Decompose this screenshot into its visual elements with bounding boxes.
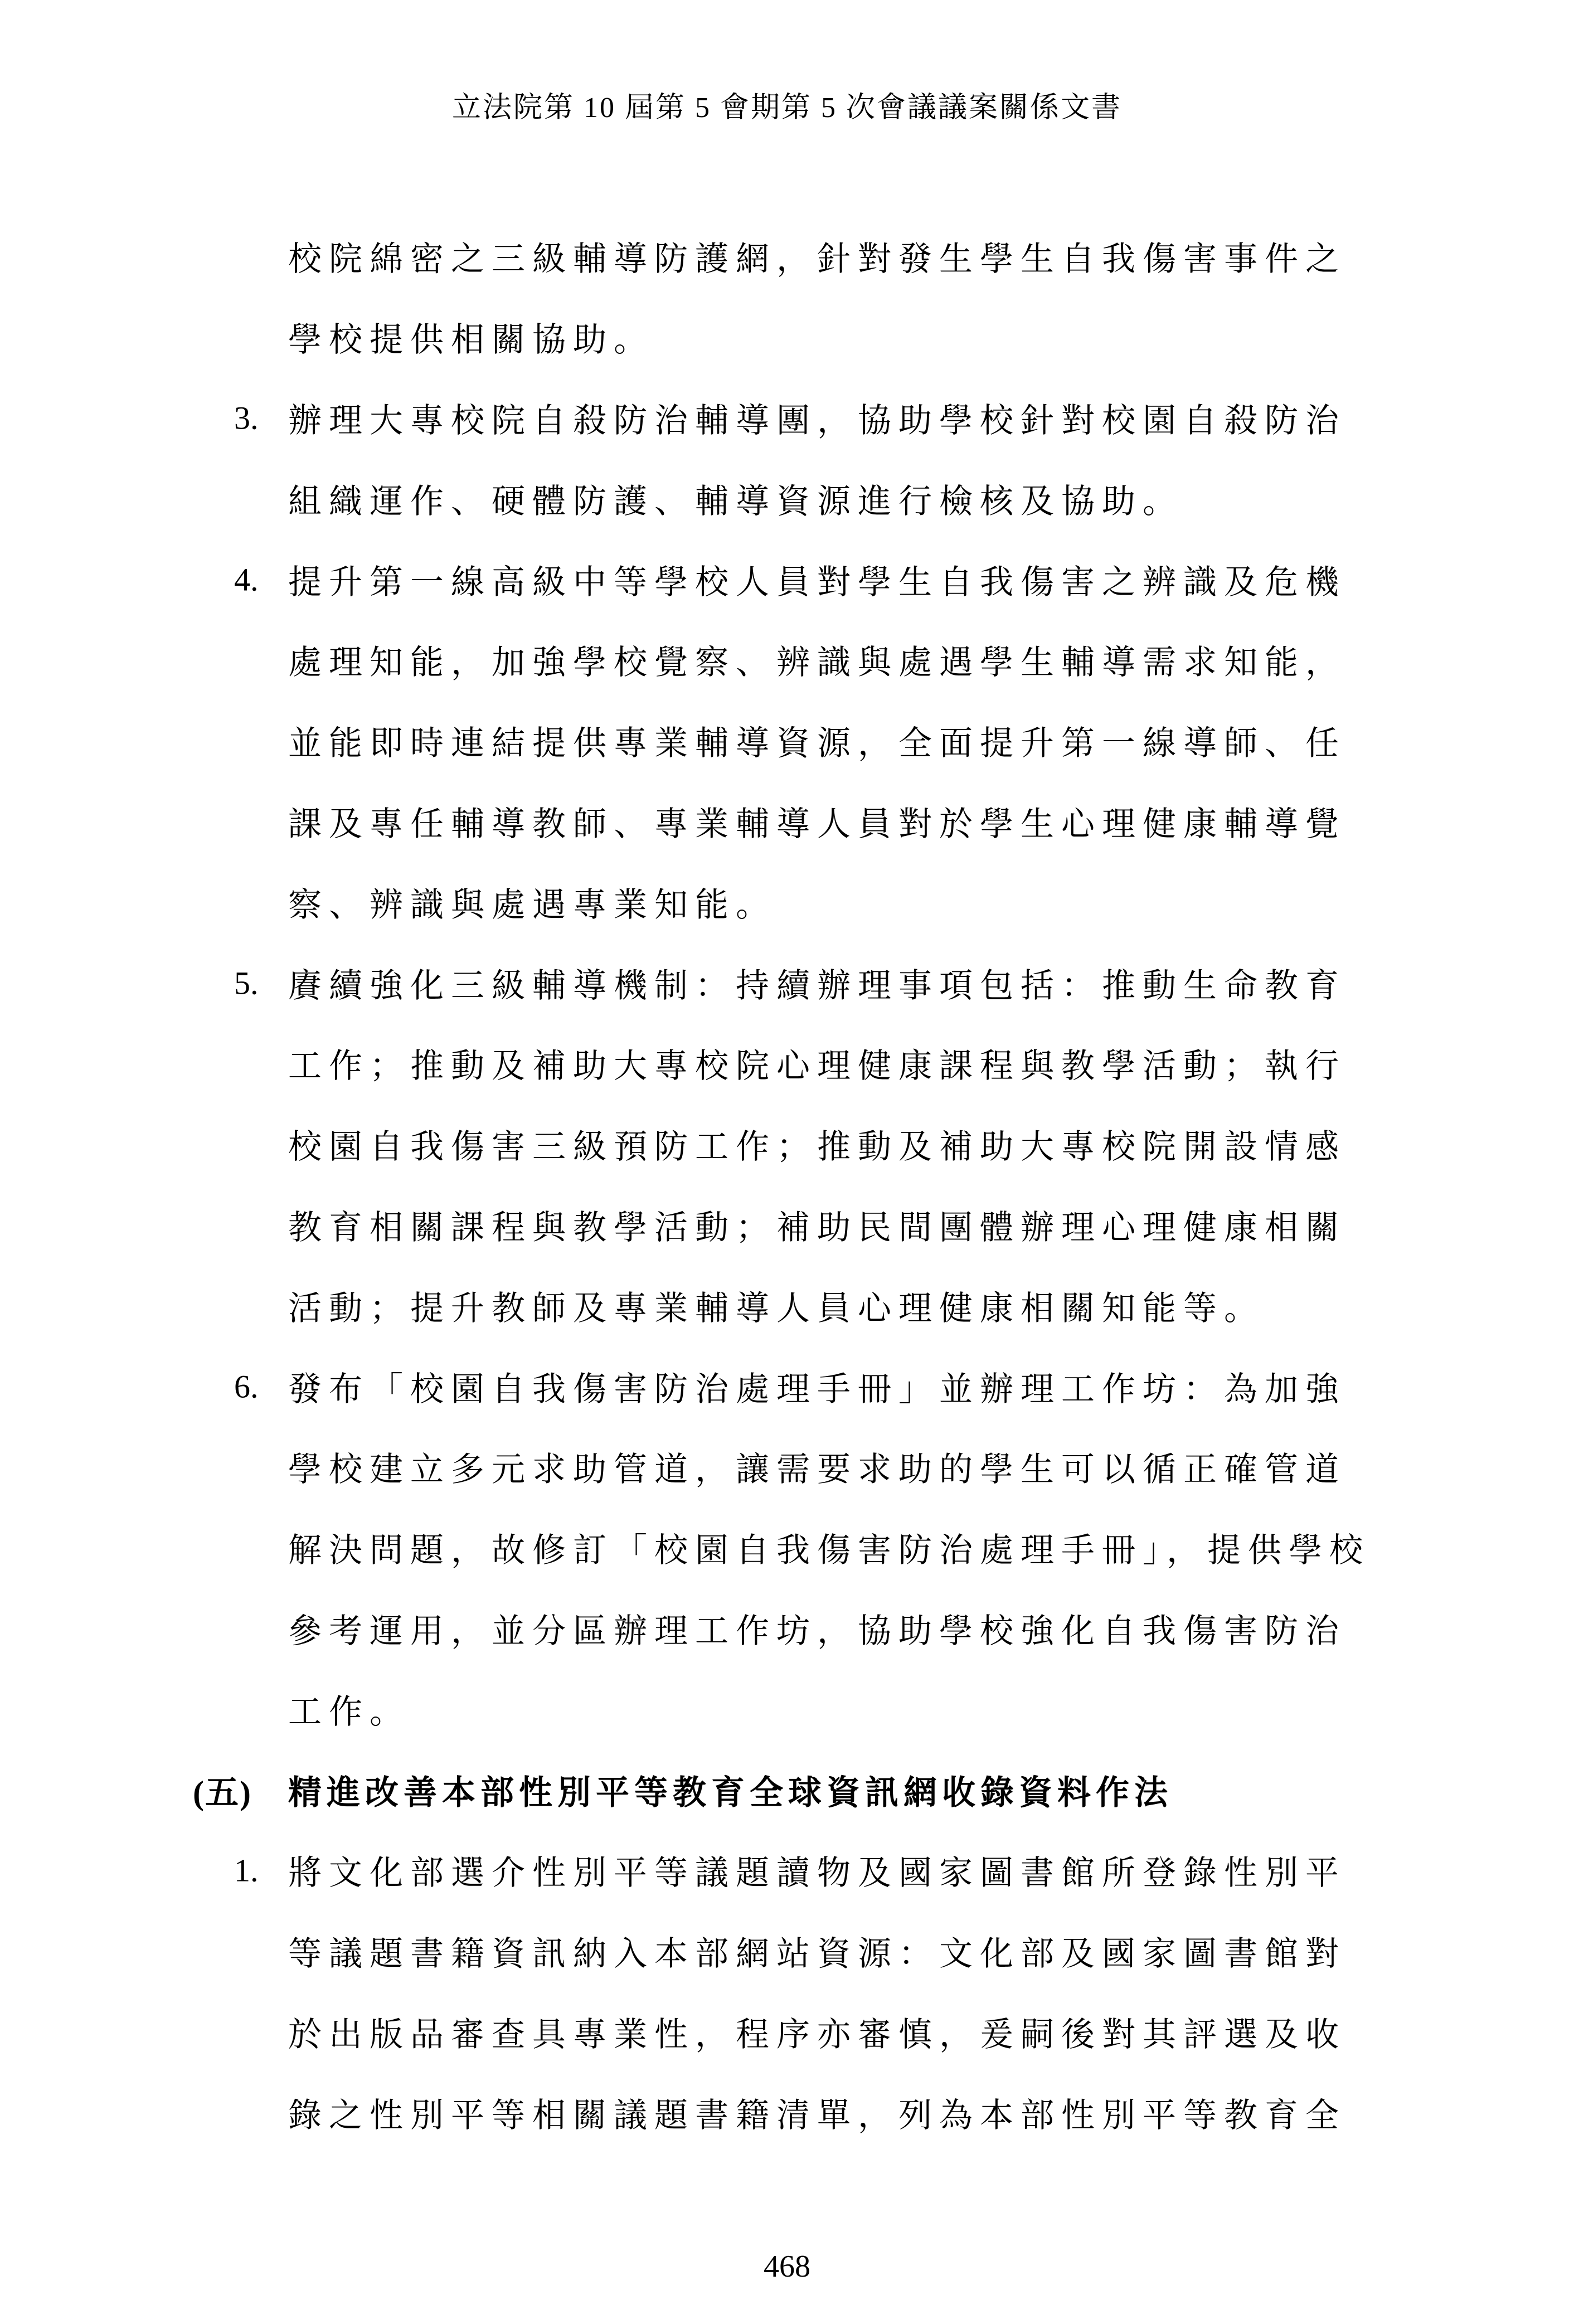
text-line <box>0 1346 1574 1427</box>
text-line <box>0 1023 1574 1104</box>
section-heading-text: 精進改善本部性別平等教育全球資訊網收錄資料作法 <box>288 1774 1173 1811</box>
section-heading <box>0 1749 1574 1830</box>
line-text: 活動；提升教師及專業輔導人員心理健康相關知能等。 <box>288 1290 1265 1327</box>
section-number: (五) <box>193 1774 252 1811</box>
text-line <box>0 1992 1574 2073</box>
line-text: 處理知能，加強學校覺察、辨識與處遇學生輔導需求知能， <box>288 644 1346 682</box>
line-text: 察、辨識與處遇專業知能。 <box>288 886 776 923</box>
line-text: 並能即時連結提供專業輔導資源，全面提升第一線導師、任 <box>288 725 1346 762</box>
text-line <box>0 942 1574 1023</box>
line-text: 將文化部選介性別平等議題讀物及國家圖書館所登錄性別平 <box>288 1855 1346 1892</box>
line-text: 提升第一線高級中等學校人員對學生自我傷害之辨識及危機 <box>288 563 1346 601</box>
text-line <box>0 701 1574 781</box>
text-line <box>0 1265 1574 1346</box>
text-line <box>0 1911 1574 1992</box>
text-line <box>0 2072 1574 2153</box>
line-text: 課及專任輔導教師、專業輔導人員對於學生心理健康輔導覺 <box>288 805 1346 843</box>
text-line <box>0 781 1574 862</box>
line-text: 學校建立多元求助管道，讓需要求助的學生可以循正確管道 <box>288 1451 1346 1489</box>
text-line <box>0 378 1574 459</box>
document-body <box>0 216 1574 2153</box>
list-number: 1. <box>234 1852 259 1889</box>
line-text: 辦理大專校院自殺防治輔導團，協助學校針對校園自殺防治 <box>288 402 1346 439</box>
text-line <box>0 1185 1574 1266</box>
list-number: 3. <box>234 400 259 436</box>
line-text: 校園自我傷害三級預防工作；推動及補助大專校院開設情感 <box>288 1129 1346 1166</box>
text-line <box>0 1588 1574 1669</box>
list-number: 4. <box>234 561 259 598</box>
line-text: 於出版品審查具專業性，程序亦審慎，爰嗣後對其評選及收 <box>288 2016 1346 2053</box>
line-text: 等議題書籍資訊納入本部網站資源：文化部及國家圖書館對 <box>288 1936 1346 1973</box>
text-line <box>0 1508 1574 1588</box>
text-line <box>0 458 1574 539</box>
line-text: 工作；推動及補助大專校院心理健康課程與教學活動；執行 <box>288 1048 1346 1085</box>
text-line <box>0 539 1574 620</box>
text-line <box>0 297 1574 378</box>
line-text: 學校提供相關協助。 <box>288 322 654 359</box>
page-header-title: 立法院第 10 屆第 5 會期第 5 次會議議案關係文書 <box>451 92 1122 124</box>
line-text: 校院綿密之三級輔導防護網，針對發生學生自我傷害事件之 <box>288 241 1346 278</box>
line-text: 參考運用，並分區辦理工作坊，協助學校強化自我傷害防治 <box>288 1612 1346 1650</box>
text-line <box>0 1427 1574 1508</box>
line-text: 教育相關課程與教學活動；補助民間團體辦理心理健康相關 <box>288 1209 1346 1246</box>
line-text: 錄之性別平等相關議題書籍清單，列為本部性別平等教育全 <box>288 2097 1346 2134</box>
text-line <box>0 1669 1574 1749</box>
list-number: 5. <box>234 965 259 1001</box>
list-number: 6. <box>234 1368 259 1405</box>
line-text: 工作。 <box>288 1693 410 1730</box>
page-number: 468 <box>764 2249 810 2284</box>
line-text: 發布「校園自我傷害防治處理手冊」並辦理工作坊：為加強 <box>288 1370 1346 1408</box>
text-line <box>0 1104 1574 1185</box>
text-line <box>0 620 1574 701</box>
line-text: 賡續強化三級輔導機制：持續辦理事項包括：推動生命教育 <box>288 967 1346 1004</box>
line-text: 解決問題，故修訂「校園自我傷害防治處理手冊」，提供學校 <box>288 1532 1370 1569</box>
text-line <box>0 216 1574 297</box>
line-text: 組織運作、硬體防護、輔導資源進行檢核及協助。 <box>288 483 1183 520</box>
text-line <box>0 862 1574 942</box>
text-line <box>0 1830 1574 1911</box>
